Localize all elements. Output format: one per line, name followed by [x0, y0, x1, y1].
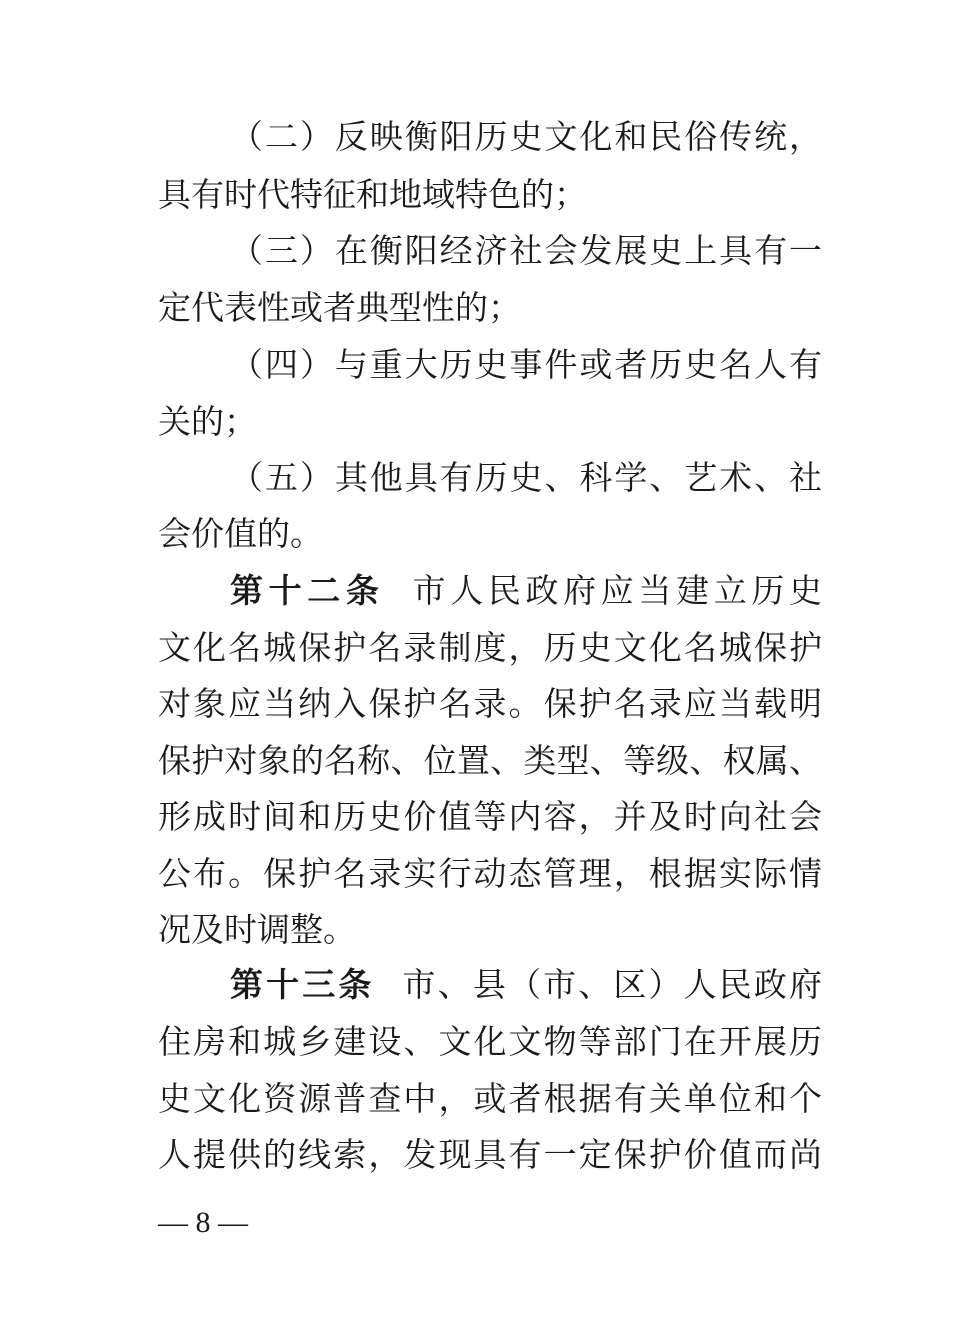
article-13-title: 第十三条 — [230, 965, 375, 1004]
text-line: 公布。保护名录实行动态管理，根据实际情 — [158, 854, 822, 893]
text-line: 市、县（市、区）人民政府 — [402, 965, 823, 1004]
text-line: 关的； — [158, 402, 257, 441]
text-line: 会价值的。 — [158, 514, 323, 553]
page-number: — 8 — — [158, 1206, 248, 1239]
article-12-first-line — [230, 562, 822, 620]
text-line: 保护对象的名称、位置、类型、等级、权属、 — [158, 741, 822, 780]
text-line: （三）在衡阳经济社会发展史上具有一 — [230, 231, 822, 270]
text-line: （二）反映衡阳历史文化和民俗传统， — [230, 117, 822, 156]
text-line: 况及时调整。 — [158, 910, 356, 949]
text-line: 形成时间和历史价值等内容，并及时向社会 — [158, 797, 822, 836]
text-line: 文化名城保护名录制度，历史文化名城保护 — [158, 628, 822, 667]
text-line: （四）与重大历史事件或者历史名人有 — [230, 345, 822, 384]
text-line: 定代表性或者典型性的； — [158, 288, 521, 327]
text-line: （五）其他具有历史、科学、艺术、社 — [230, 458, 822, 497]
text-line: 史文化资源普查中，或者根据有关单位和个 — [158, 1079, 822, 1118]
article-13-first-line — [230, 956, 822, 1014]
text-line: 具有时代特征和地域特色的； — [158, 175, 587, 214]
article-12-title: 第十二条 — [230, 571, 385, 610]
text-line: 对象应当纳入保护名录。保护名录应当载明 — [158, 684, 822, 723]
text-line: 人提供的线索，发现具有一定保护价值而尚 — [158, 1135, 822, 1174]
text-line: 市人民政府应当建立历史 — [412, 571, 823, 610]
text-line: 住房和城乡建设、文化文物等部门在开展历 — [158, 1022, 822, 1061]
